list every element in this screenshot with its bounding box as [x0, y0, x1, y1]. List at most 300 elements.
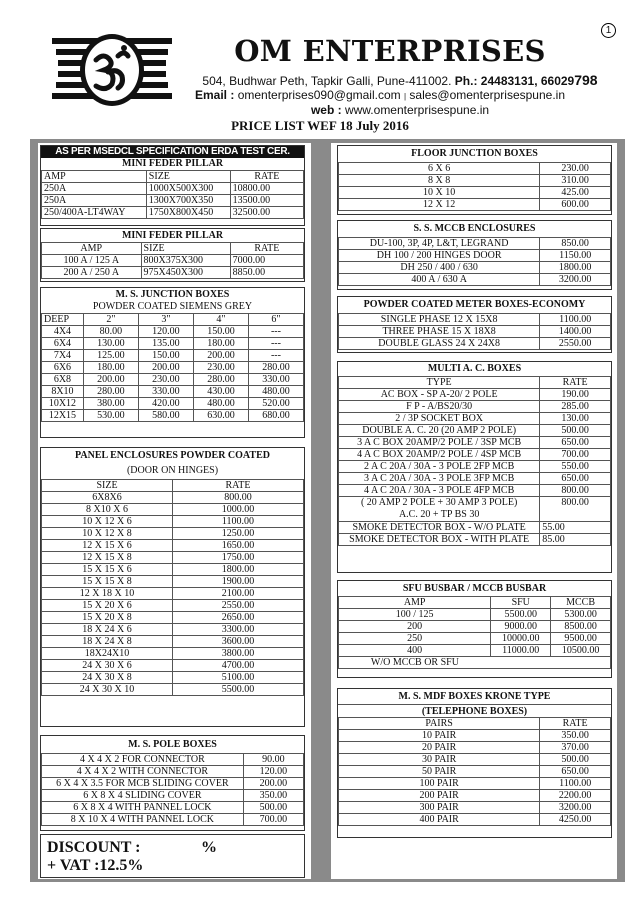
- cell: 700.00: [540, 449, 611, 461]
- phone-numbers: 24483131, 66029: [480, 74, 575, 88]
- table-header-row: [42, 480, 304, 492]
- table-row: [339, 262, 611, 274]
- cell: 5500.00: [173, 684, 304, 696]
- cell: 85.00: [540, 534, 611, 546]
- cell: 2550.00: [173, 600, 304, 612]
- table-row: [42, 766, 304, 778]
- table-row: [339, 754, 611, 766]
- table-row: [42, 612, 304, 624]
- multi-ac-boxes-section: [337, 361, 612, 573]
- table-row: [339, 485, 611, 497]
- cell: 150.00: [193, 326, 248, 338]
- cell: [551, 657, 611, 669]
- cell: 230.00: [540, 163, 611, 175]
- table-row: [339, 163, 611, 175]
- table-row: [42, 576, 304, 588]
- cell: 6 X 4 X 3.5 FOR MCB SLIDING COVER: [42, 778, 244, 790]
- cell: 20 PAIR: [339, 742, 540, 754]
- cell: 6 X 6: [339, 163, 540, 175]
- panel-enclosures-heading: PANEL ENCLOSURES POWDER COATED: [75, 450, 270, 461]
- col-header: RATE: [230, 243, 303, 255]
- cell: 10 PAIR: [339, 730, 540, 742]
- combo-line-2: A.C. 20 + TP BS 30: [398, 509, 480, 520]
- ms-junction-heading: M. S. JUNCTION BOXES: [115, 289, 230, 300]
- cell: 1750.00: [173, 552, 304, 564]
- ms-junction-boxes-section: [40, 287, 305, 438]
- cell: 2 / 3P SOCKET BOX: [339, 413, 540, 425]
- mdf-table: [338, 717, 611, 826]
- multi-ac-table: [338, 376, 611, 546]
- panel-enclosures-section: [40, 447, 305, 727]
- table-row: [339, 497, 611, 522]
- msedcl-banner: AS PER MSEDCL SPECIFICATION ERDA TEST CER.: [41, 146, 304, 158]
- cell: 1150.00: [540, 250, 611, 262]
- cell: 330.00: [248, 374, 303, 386]
- sfu-busbar-heading: SFU BUSBAR / MCCB BUSBAR: [402, 583, 547, 594]
- cell: 600.00: [540, 199, 611, 211]
- vat-label: + VAT :12.5%: [47, 857, 144, 874]
- cell: 120.00: [243, 766, 303, 778]
- cell: 3800.00: [173, 648, 304, 660]
- sfu-busbar-section: [337, 580, 612, 678]
- table-row: [42, 636, 304, 648]
- table-row: [339, 413, 611, 425]
- table-row: [339, 274, 611, 286]
- cell: 1800.00: [173, 564, 304, 576]
- cell: 1750X800X450: [146, 207, 230, 219]
- col-header: SIZE: [141, 243, 230, 255]
- cell: 3300.00: [173, 624, 304, 636]
- mini-feder-table-1: [41, 170, 304, 219]
- table-row: [339, 633, 611, 645]
- cell: 800X375X300: [141, 255, 230, 267]
- cell: 800.00: [540, 485, 611, 497]
- email-primary[interactable]: omenterprises090@gmail.com: [237, 88, 401, 102]
- table-row: [339, 449, 611, 461]
- table-row: [339, 326, 611, 338]
- cell: 200 PAIR: [339, 790, 540, 802]
- cell: 285.00: [540, 401, 611, 413]
- col-header: SIZE: [146, 171, 230, 183]
- col-header: AMP: [42, 243, 142, 255]
- cell: 650.00: [540, 473, 611, 485]
- col-header: RATE: [540, 718, 611, 730]
- mini-feder-pillar-section-1: [40, 145, 305, 226]
- multi-ac-heading: MULTI A. C. BOXES: [427, 363, 522, 374]
- cell: 200.00: [193, 350, 248, 362]
- cell: 350.00: [540, 730, 611, 742]
- cell: 500.00: [540, 425, 611, 437]
- website-link[interactable]: www.omenterprisespune.in: [344, 103, 490, 117]
- col-header: RATE: [173, 480, 304, 492]
- page-number: 1: [601, 23, 616, 38]
- mdf-subheading: (TELEPHONE BOXES): [338, 704, 611, 717]
- col-header: RATE: [540, 377, 611, 389]
- cell: 3200.00: [540, 274, 611, 286]
- mini-feder-pillar-section-2: [40, 228, 305, 282]
- cell: 24 X 30 X 10: [42, 684, 173, 696]
- web-label: web :: [310, 103, 342, 117]
- table-row: [339, 338, 611, 350]
- cell: 4 A C BOX 20AMP/2 POLE / 4SP MCB: [339, 449, 540, 461]
- cell: 2200.00: [540, 790, 611, 802]
- cell: 15 X 20 X 8: [42, 612, 173, 624]
- om-logo-icon: [52, 30, 172, 112]
- phone-label: Ph.:: [454, 74, 478, 88]
- cell: 280.00: [248, 362, 303, 374]
- table-row: [42, 338, 304, 350]
- cell: 7X4: [42, 350, 84, 362]
- table-row: [339, 766, 611, 778]
- cell: 300 PAIR: [339, 802, 540, 814]
- cell: 4250.00: [540, 814, 611, 826]
- cell: 5100.00: [173, 672, 304, 684]
- cell: SINGLE PHASE 12 X 15X8: [339, 314, 540, 326]
- cell: [491, 657, 551, 669]
- discount-label: DISCOUNT :: [47, 839, 141, 856]
- cell: 8850.00: [230, 267, 303, 279]
- table-row: [42, 802, 304, 814]
- cell: 120.00: [138, 326, 193, 338]
- table-row: [42, 195, 304, 207]
- table-header-row: [339, 597, 611, 609]
- cell: 800.00: [540, 497, 611, 522]
- cell: ---: [248, 338, 303, 350]
- cell: 5500.00: [491, 609, 551, 621]
- cell: ---: [248, 350, 303, 362]
- table-row: [42, 386, 304, 398]
- cell: 8 X10 X 6: [42, 504, 173, 516]
- cell: 100 / 125: [339, 609, 491, 621]
- table-row: [42, 374, 304, 386]
- table-row: [339, 461, 611, 473]
- cell: 8500.00: [551, 621, 611, 633]
- cell: 430.00: [193, 386, 248, 398]
- cell: 200: [339, 621, 491, 633]
- cell: 8 X 8: [339, 175, 540, 187]
- cell: SMOKE DETECTOR BOX - WITH PLATE: [339, 534, 540, 546]
- table-row: [42, 350, 304, 362]
- col-header: 4": [193, 314, 248, 326]
- cell: 400: [339, 645, 491, 657]
- cell: 480.00: [248, 386, 303, 398]
- table-row: [42, 410, 304, 422]
- email-sales[interactable]: sales@omenterprisespune.in: [409, 88, 565, 102]
- ms-junction-table: [41, 313, 304, 422]
- cell: 135.00: [138, 338, 193, 350]
- table-row: [339, 437, 611, 449]
- company-name: OM ENTERPRISES: [234, 34, 546, 68]
- cell: 32500.00: [230, 207, 303, 219]
- table-row: [339, 645, 611, 657]
- cell: 1100.00: [540, 778, 611, 790]
- table-row: [339, 522, 611, 534]
- cell: 2100.00: [173, 588, 304, 600]
- mdf-boxes-section: [337, 688, 612, 838]
- cell: 5300.00: [551, 609, 611, 621]
- table-row: [339, 802, 611, 814]
- cell: 1400.00: [540, 326, 611, 338]
- cell: 7000.00: [230, 255, 303, 267]
- discount-box: [40, 834, 305, 878]
- cell: 1100.00: [173, 516, 304, 528]
- cell: 500.00: [243, 802, 303, 814]
- cell: 2650.00: [173, 612, 304, 624]
- cell: 310.00: [540, 175, 611, 187]
- cell: THREE PHASE 15 X 18X8: [339, 326, 540, 338]
- table-row: [42, 528, 304, 540]
- cell: 10000.00: [491, 633, 551, 645]
- cell: 280.00: [83, 386, 138, 398]
- table-header-row: [42, 171, 304, 183]
- col-header: PAIRS: [339, 718, 540, 730]
- cell: 12 X 15 X 8: [42, 552, 173, 564]
- table-row: [42, 540, 304, 552]
- table-row: [42, 672, 304, 684]
- floor-junction-heading: FLOOR JUNCTION BOXES: [411, 148, 538, 159]
- sfu-note: W/O MCCB OR SFU: [339, 657, 491, 669]
- cell: 30 PAIR: [339, 754, 540, 766]
- cell: DOUBLE A. C. 20 (20 AMP 2 POLE): [339, 425, 540, 437]
- table-row: [42, 660, 304, 672]
- table-row: [42, 684, 304, 696]
- mini-feder-heading-2: MINI FEDER PILLAR: [121, 230, 224, 241]
- cell: 9000.00: [491, 621, 551, 633]
- table-row: [339, 790, 611, 802]
- table-row: [339, 621, 611, 633]
- ms-pole-heading: M. S. POLE BOXES: [128, 739, 217, 750]
- table-row: [42, 624, 304, 636]
- web-line: [180, 103, 620, 117]
- mini-feder-table-2: [41, 242, 304, 279]
- table-header-row: [42, 314, 304, 326]
- cell: 15 X 15 X 6: [42, 564, 173, 576]
- col-header: DEEP: [42, 314, 84, 326]
- mdf-heading: M. S. MDF BOXES KRONE TYPE: [398, 691, 551, 702]
- col-header: AMP: [42, 171, 147, 183]
- sfu-busbar-table: [338, 596, 611, 669]
- table-row: [42, 790, 304, 802]
- col-header: SFU: [491, 597, 551, 609]
- cell: 400 A / 630 A: [339, 274, 540, 286]
- cell: 15 X 20 X 6: [42, 600, 173, 612]
- cell: 520.00: [248, 398, 303, 410]
- cell: 200.00: [243, 778, 303, 790]
- ss-mccb-section: [337, 220, 612, 290]
- table-row: [42, 552, 304, 564]
- cell: 6X4: [42, 338, 84, 350]
- cell: 530.00: [83, 410, 138, 422]
- cell: 1000.00: [173, 504, 304, 516]
- cell: 250A: [42, 183, 147, 195]
- cell: 1650.00: [173, 540, 304, 552]
- cell: 230.00: [138, 374, 193, 386]
- cell: 4 X 4 X 2 WITH CONNECTOR: [42, 766, 244, 778]
- cell: 125.00: [83, 350, 138, 362]
- cell: 330.00: [138, 386, 193, 398]
- powder-coated-meter-section: [337, 296, 612, 353]
- ms-junction-subheading: POWDER COATED SIEMENS GREY: [92, 301, 253, 312]
- col-header: 2": [83, 314, 138, 326]
- cell: 4 A C 20A / 30A - 3 POLE 4FP MCB: [339, 485, 540, 497]
- table-row: [339, 187, 611, 199]
- cell: 3 A C 20A / 30A - 3 POLE 3FP MCB: [339, 473, 540, 485]
- table-row: [42, 504, 304, 516]
- col-header: 6": [248, 314, 303, 326]
- cell: 9500.00: [551, 633, 611, 645]
- table-row: [42, 255, 304, 267]
- cell: 1900.00: [173, 576, 304, 588]
- cell: 6 X 8 X 4 WITH PANNEL LOCK: [42, 802, 244, 814]
- cell: 200.00: [83, 374, 138, 386]
- cell: DH 250 / 400 / 630: [339, 262, 540, 274]
- table-row: [339, 730, 611, 742]
- cell: 650.00: [540, 437, 611, 449]
- cell: 10500.00: [551, 645, 611, 657]
- cell: 200.00: [138, 362, 193, 374]
- table-row: [42, 754, 304, 766]
- cell: 1800.00: [540, 262, 611, 274]
- cell: 580.00: [138, 410, 193, 422]
- cell: 2550.00: [540, 338, 611, 350]
- table-row: [339, 199, 611, 211]
- cell: 6X6: [42, 362, 84, 374]
- cell: 250: [339, 633, 491, 645]
- cell: 10X12: [42, 398, 84, 410]
- table-row: [42, 207, 304, 219]
- cell: 8 X 10 X 4 WITH PANNEL LOCK: [42, 814, 244, 826]
- address-line: [180, 72, 620, 88]
- cell: 250A: [42, 195, 147, 207]
- cell: 180.00: [83, 362, 138, 374]
- cell: 1100.00: [540, 314, 611, 326]
- table-row: [42, 814, 304, 826]
- cell: 550.00: [540, 461, 611, 473]
- table-row: [42, 564, 304, 576]
- table-row: [339, 657, 611, 669]
- cell: 12 X 15 X 6: [42, 540, 173, 552]
- cell: 8X10: [42, 386, 84, 398]
- price-list-title: PRICE LIST WEF 18 July 2016: [231, 118, 409, 133]
- cell: 80.00: [83, 326, 138, 338]
- col-header: 3": [138, 314, 193, 326]
- cell: 230.00: [193, 362, 248, 374]
- cell: 280.00: [193, 374, 248, 386]
- cell: DU-100, 3P, 4P, L&T, LEGRAND: [339, 238, 540, 250]
- col-header: RATE: [230, 171, 303, 183]
- cell: 18 X 24 X 8: [42, 636, 173, 648]
- table-row: [339, 814, 611, 826]
- cell: 18 X 24 X 6: [42, 624, 173, 636]
- table-row: [42, 778, 304, 790]
- table-row: [339, 742, 611, 754]
- email-label: Email :: [195, 88, 235, 102]
- cell: 700.00: [243, 814, 303, 826]
- floor-junction-table: [338, 162, 611, 211]
- table-row: [42, 600, 304, 612]
- address: 504, Budhwar Peth, Tapkir Galli, Pune-411002.: [202, 74, 452, 88]
- discount-percent: %: [201, 839, 217, 856]
- cell: 6X8X6: [42, 492, 173, 504]
- table-row: [339, 175, 611, 187]
- phone-tail: 798: [574, 72, 598, 88]
- cell: 18X24X10: [42, 648, 173, 660]
- cell: 200 A / 250 A: [42, 267, 142, 279]
- cell: 975X450X300: [141, 267, 230, 279]
- table-row: [339, 238, 611, 250]
- combo-line-1: ( 20 AMP 2 POLE + 30 AMP 3 POLE): [360, 497, 518, 508]
- powder-meter-table: [338, 313, 611, 350]
- cell: 350.00: [243, 790, 303, 802]
- cell: 370.00: [540, 742, 611, 754]
- cell: 1000X500X300: [146, 183, 230, 195]
- cell: 500.00: [540, 754, 611, 766]
- cell: 650.00: [540, 766, 611, 778]
- ss-mccb-heading: S. S. MCCB ENCLOSURES: [413, 223, 536, 234]
- table-row: [42, 326, 304, 338]
- cell: 12X15: [42, 410, 84, 422]
- cell: 3200.00: [540, 802, 611, 814]
- table-row: [42, 492, 304, 504]
- cell: 250/400A-LT4WAY: [42, 207, 147, 219]
- table-row: [339, 473, 611, 485]
- cell: 24 X 30 X 8: [42, 672, 173, 684]
- cell: 13500.00: [230, 195, 303, 207]
- table-row: [339, 389, 611, 401]
- cell: 12 X 12: [339, 199, 540, 211]
- table-row: [339, 425, 611, 437]
- table-row: [42, 183, 304, 195]
- panel-enclosures-table: [41, 479, 304, 696]
- cell: 150.00: [138, 350, 193, 362]
- cell: 3600.00: [173, 636, 304, 648]
- table-row: [42, 398, 304, 410]
- cell: 2 A C 20A / 30A - 3 POLE 2FP MCB: [339, 461, 540, 473]
- cell: AC BOX - SP A-20/ 2 POLE: [339, 389, 540, 401]
- cell: 425.00: [540, 187, 611, 199]
- cell: 800.00: [173, 492, 304, 504]
- cell: 10 X 12 X 8: [42, 528, 173, 540]
- cell: 6 X 8 X 4 SLIDING COVER: [42, 790, 244, 802]
- table-row: [42, 588, 304, 600]
- table-row: [339, 401, 611, 413]
- cell: 4X4: [42, 326, 84, 338]
- table-row: [339, 314, 611, 326]
- table-row: [42, 648, 304, 660]
- col-header: TYPE: [339, 377, 540, 389]
- table-row: [42, 362, 304, 374]
- cell: 55.00: [540, 522, 611, 534]
- cell: DOUBLE GLASS 24 X 24X8: [339, 338, 540, 350]
- cell: 130.00: [540, 413, 611, 425]
- cell: SMOKE DETECTOR BOX - W/O PLATE: [339, 522, 540, 534]
- cell: 10 X 10: [339, 187, 540, 199]
- table-row: [42, 267, 304, 279]
- cell: 130.00: [83, 338, 138, 350]
- cell: 100 PAIR: [339, 778, 540, 790]
- cell: 90.00: [243, 754, 303, 766]
- cell: 1300X700X350: [146, 195, 230, 207]
- table-header-row: [339, 377, 611, 389]
- cell: 420.00: [138, 398, 193, 410]
- cell: [339, 497, 540, 522]
- col-header: MCCB: [551, 597, 611, 609]
- panel-enclosures-subheading: (DOOR ON HINGES): [126, 465, 219, 476]
- cell: ---: [248, 326, 303, 338]
- cell: 12 X 18 X 10: [42, 588, 173, 600]
- table-header-row: [339, 718, 611, 730]
- email-line: [160, 88, 600, 102]
